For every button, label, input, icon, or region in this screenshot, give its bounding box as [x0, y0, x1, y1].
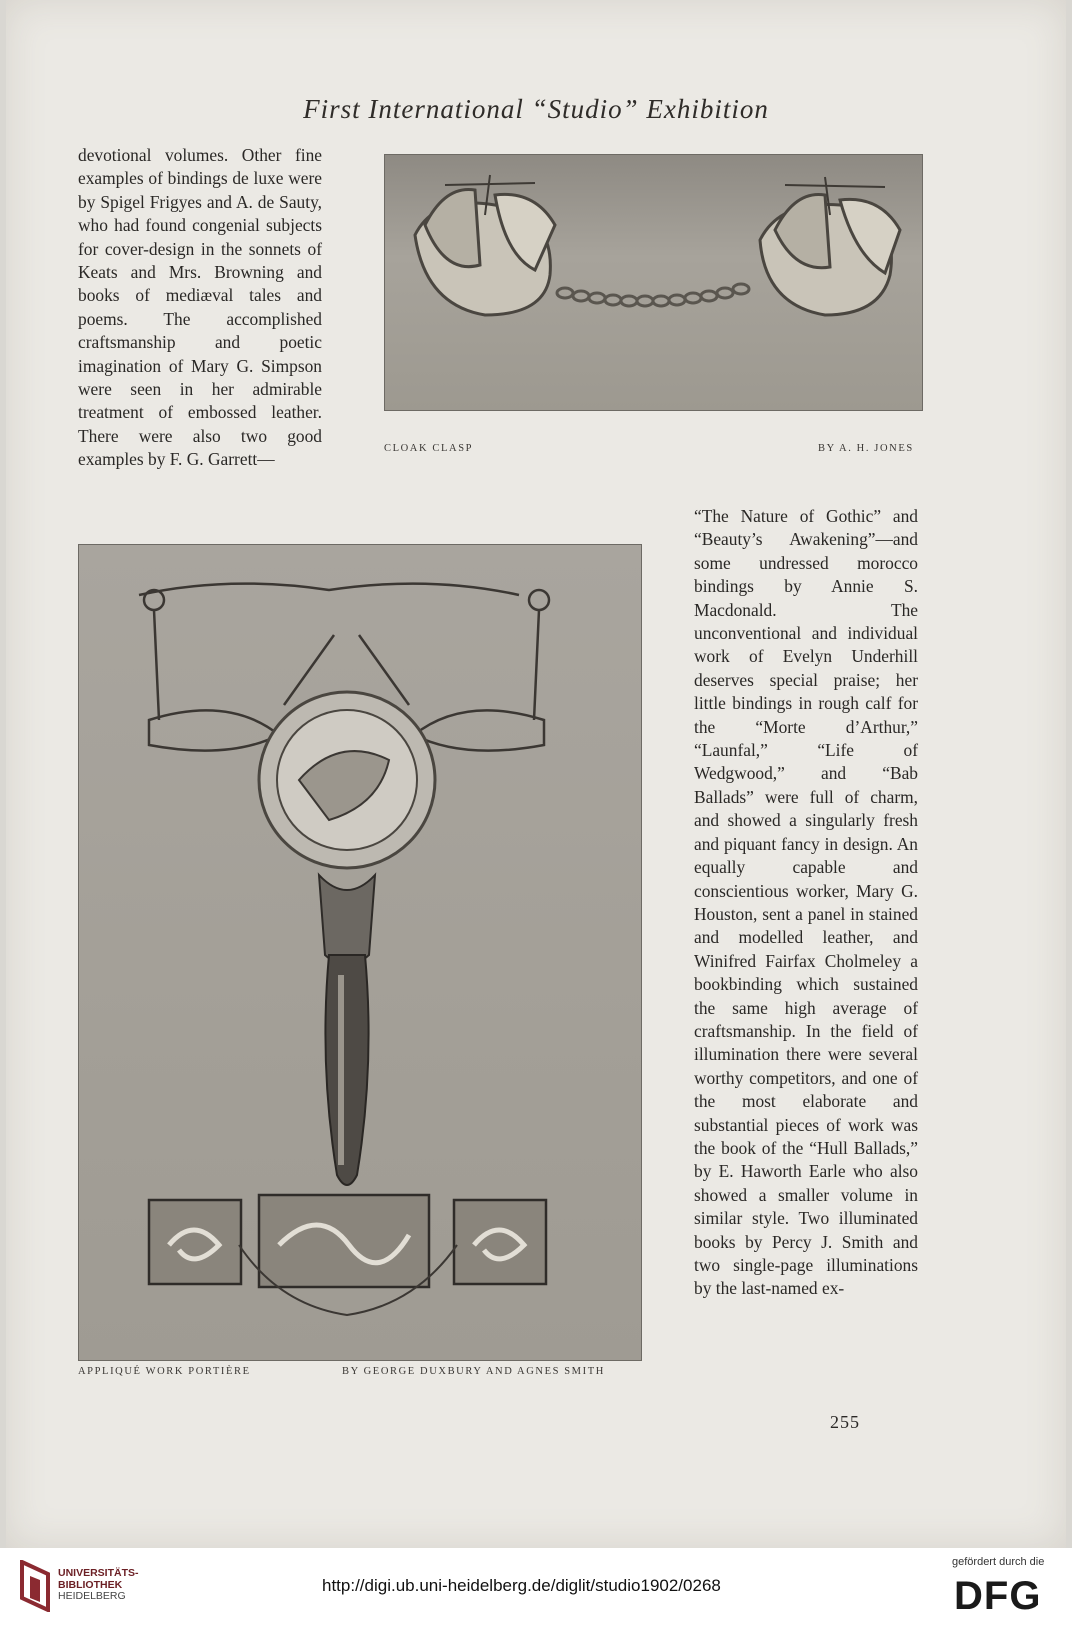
applique-portiere-photo	[78, 544, 642, 1361]
digital-library-url[interactable]: http://digi.ub.uni-heidelberg.de/diglit/studio1902/0268	[322, 1576, 721, 1595]
page-number: 255	[830, 1412, 860, 1432]
funded-by-label: gefördert durch die	[952, 1556, 1045, 1568]
dfg-logo: DFG	[954, 1574, 1042, 1618]
left-text-column: devotional volumes. Other fine examples of bindings de luxe were by Spigel Frigyes and A. de Sauty, who had found congenial subjects for cover-design in the sonnets of Keats and Mrs. Browning and books of mediæval tales and poems. The accomplished craftsmanship and poetic imagination of Mary G. Simpson were seen in her admirable treatment of embossed leather. There were also two good examples by F. G. Garrett—	[78, 145, 322, 470]
portiere-illustration	[79, 545, 641, 1360]
portiere-caption-title: APPLIQUÉ WORK PORTIÈRE	[78, 1366, 251, 1377]
right-text-column: “The Nature of Gothic” and “Beauty’s Awakening”—and some undressed morocco bindings by Annie S. Macdonald. The unconventional and individual work of Evelyn Underhill deserves special praise; her little bindings in rough calf for the “Morte d’Arthur,” “Launfal,” “Life of Wedgwood,” and “Bab Ballads” were full of charm, and showed a singularly fresh and piquant fancy in design. An equally capable and conscientious worker, Mary G. Houston, sent a panel in stained and modelled leather, and Winifred Fairfax Cholmeley a bookbinding which sustained the same high average of craftsmanship. In the field of illumination there were several worthy competitors, and one of the most elaborate and substantial pieces of work was the book of the “Hull Ballads,” by E. Haworth Earle who also showed a smaller volume in similar style. Two illuminated books by Percy J. Smith and two single-page illuminations by the last-named ex-	[694, 506, 918, 1299]
clasp-caption-credit: BY A. H. JONES	[818, 443, 914, 454]
clasp-caption-title: CLOAK CLASP	[384, 443, 474, 454]
university-logo-icon	[18, 1560, 52, 1612]
university-library-name: UNIVERSITÄTS- BIBLIOTHEK HEIDELBERG	[58, 1567, 139, 1602]
portiere-caption-credit: BY GEORGE DUXBURY AND AGNES SMITH	[342, 1366, 605, 1377]
cloak-clasp-photo	[384, 154, 923, 411]
page-header-title: First International “Studio” Exhibition	[303, 94, 769, 124]
cloak-clasp-illustration	[385, 155, 922, 410]
